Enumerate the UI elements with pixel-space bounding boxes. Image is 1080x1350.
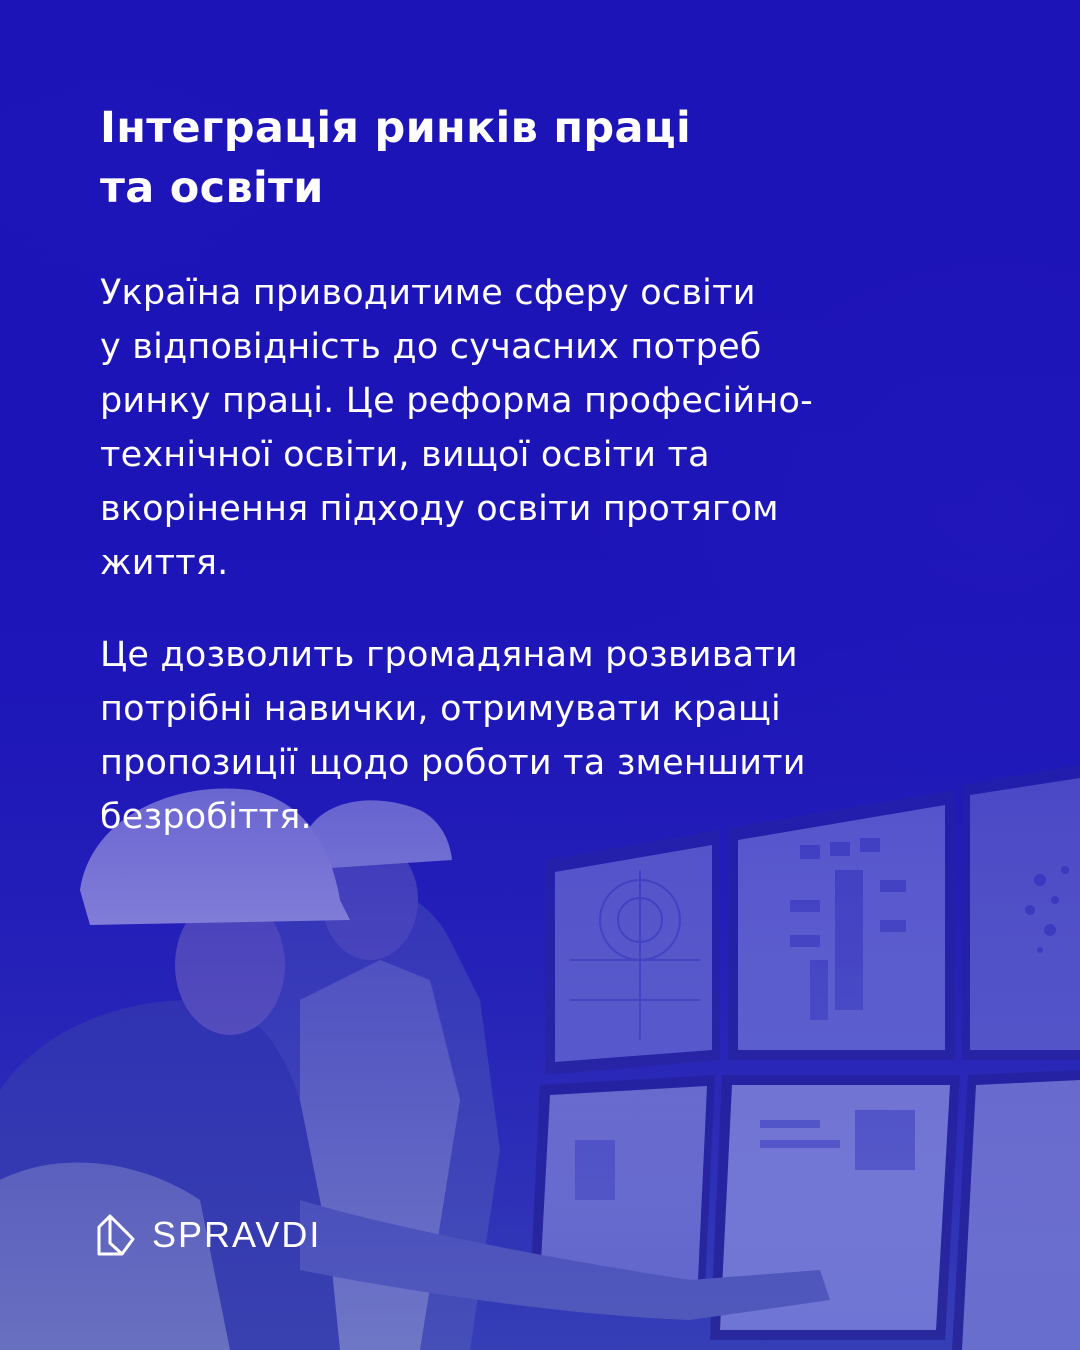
paragraph-2-line: безробіття.	[100, 797, 312, 837]
paragraph-2-line: Це дозволить громадянам розвивати	[100, 635, 798, 675]
spravdi-logo-icon	[96, 1213, 136, 1257]
paragraph-1	[100, 266, 1000, 590]
paragraph-2-line: пропозиції щодо роботи та зменшити	[100, 743, 806, 783]
paragraph-1-line: життя.	[100, 543, 229, 583]
paragraph-1-line: технічної освіти, вищої освіти та	[100, 435, 710, 475]
headline	[100, 98, 960, 218]
paragraph-1-line: Україна приводитиме сферу освіти	[100, 273, 756, 313]
paragraph-1-line: ринку праці. Це реформа професійно-	[100, 381, 813, 421]
spravdi-logo	[96, 1212, 321, 1258]
paragraph-2	[100, 628, 1000, 844]
headline-line-1: Інтеграція ринків праці	[100, 103, 691, 153]
headline-line-2: та освіти	[100, 163, 324, 213]
paragraph-1-line: у відповідність до сучасних потреб	[100, 327, 762, 367]
logo-text: SPRAVDI	[152, 1214, 322, 1255]
paragraph-2-line: потрібні навички, отримувати кращі	[100, 689, 781, 729]
paragraph-1-line: вкорінення підходу освіти протягом	[100, 489, 779, 529]
